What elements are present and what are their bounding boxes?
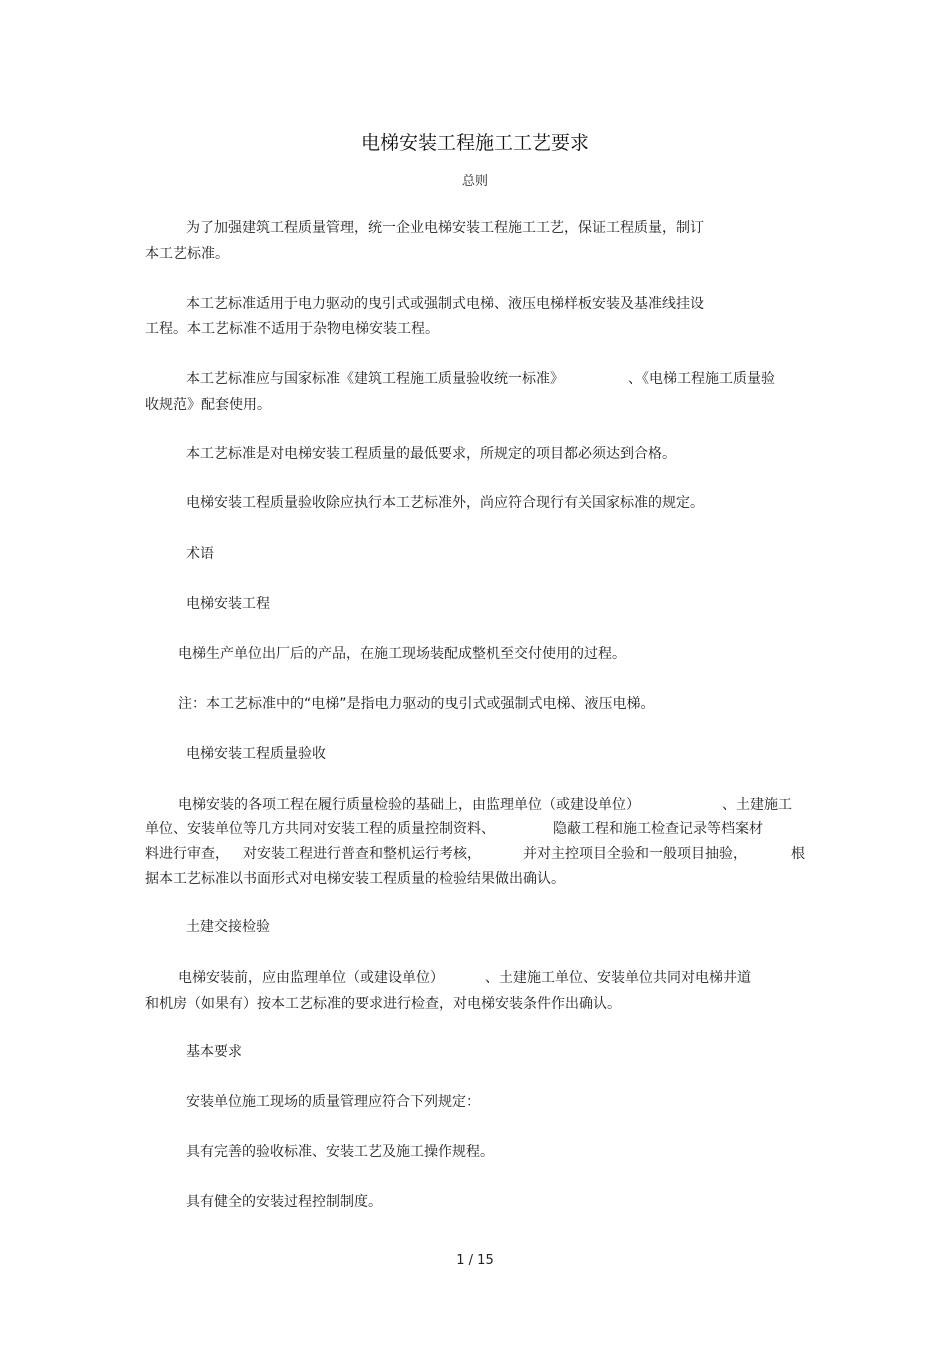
- paragraph-line: 单位、安装单位等几方共同对安装工程的质量控制资料、: [145, 821, 495, 837]
- paragraph-line: 电梯安装的各项工程在履行质量检验的基础上，由监理单位（或建设单位）: [178, 797, 640, 813]
- section-heading-basic: 基本要求: [186, 1044, 242, 1060]
- paragraph-line: 为了加强建筑工程质量管理，统一企业电梯安装工程施工工艺，保证工程质量，制订: [186, 220, 704, 236]
- paragraph-line: 、土建施工: [722, 797, 792, 813]
- paragraph-line: 工程。本工艺标准不适用于杂物电梯安装工程。: [145, 321, 439, 337]
- document-title: 电梯安装工程施工工艺要求: [360, 132, 589, 154]
- paragraph-line: 本工艺标准是对电梯安装工程质量的最低要求，所规定的项目都必须达到合格。: [186, 446, 676, 462]
- page-number: 1 / 15: [456, 1253, 494, 1268]
- paragraph-line: 对安装工程进行普查和整机运行考核，: [243, 846, 481, 862]
- paragraph-line: 收规范》配套使用。: [145, 397, 271, 413]
- paragraph-line: 据本工艺标准以书面形式对电梯安装工程质量的检验结果做出确认。: [145, 871, 565, 887]
- paragraph-line: 、土建施工单位、安装单位共同对电梯井道: [485, 970, 751, 986]
- paragraph-line: 电梯安装工程质量验收除应执行本工艺标准外，尚应符合现行有关国家标准的规定。: [186, 495, 704, 511]
- section-heading-general: 总则: [461, 174, 488, 189]
- paragraph-line: 安装单位施工现场的质量管理应符合下列规定：: [186, 1094, 480, 1110]
- paragraph-line: 具有健全的安装过程控制制度。: [186, 1194, 382, 1210]
- paragraph-line: 并对主控项目全验和一般项目抽验，: [523, 846, 747, 862]
- term-heading-acceptance: 电梯安装工程质量验收: [186, 746, 326, 762]
- paragraph-line: 隐蔽工程和施工检查记录等档案材: [553, 821, 763, 837]
- paragraph-line: 具有完善的验收标准、安装工艺及施工操作规程。: [186, 1144, 494, 1160]
- paragraph-line: 、《电梯工程施工质量验: [628, 371, 775, 387]
- paragraph-line: 和机房（如果有）按本工艺标准的要求进行检查，对电梯安装条件作出确认。: [145, 996, 621, 1012]
- paragraph-line: 料进行审查，: [145, 846, 229, 862]
- section-heading-terms: 术语: [186, 546, 214, 562]
- term-heading-install: 电梯安装工程: [186, 596, 270, 612]
- paragraph-line: 电梯安装前，应由监理单位（或建设单位）: [178, 970, 444, 986]
- paragraph-line: 根: [791, 846, 805, 862]
- paragraph-line: 本工艺标准适用于电力驱动的曳引式或强制式电梯、液压电梯样板安装及基准线挂设: [186, 296, 704, 312]
- term-heading-handover: 土建交接检验: [186, 919, 270, 935]
- paragraph-line: 本工艺标准。: [145, 246, 229, 262]
- paragraph-line: 本工艺标准应与国家标准《建筑工程施工质量验收统一标准》: [186, 371, 564, 387]
- paragraph-line: 电梯生产单位出厂后的产品，在施工现场装配成整机至交付使用的过程。: [178, 646, 626, 662]
- note-line: 注：本工艺标准中的“电梯”是指电力驱动的曳引式或强制式电梯、液压电梯。: [178, 696, 655, 712]
